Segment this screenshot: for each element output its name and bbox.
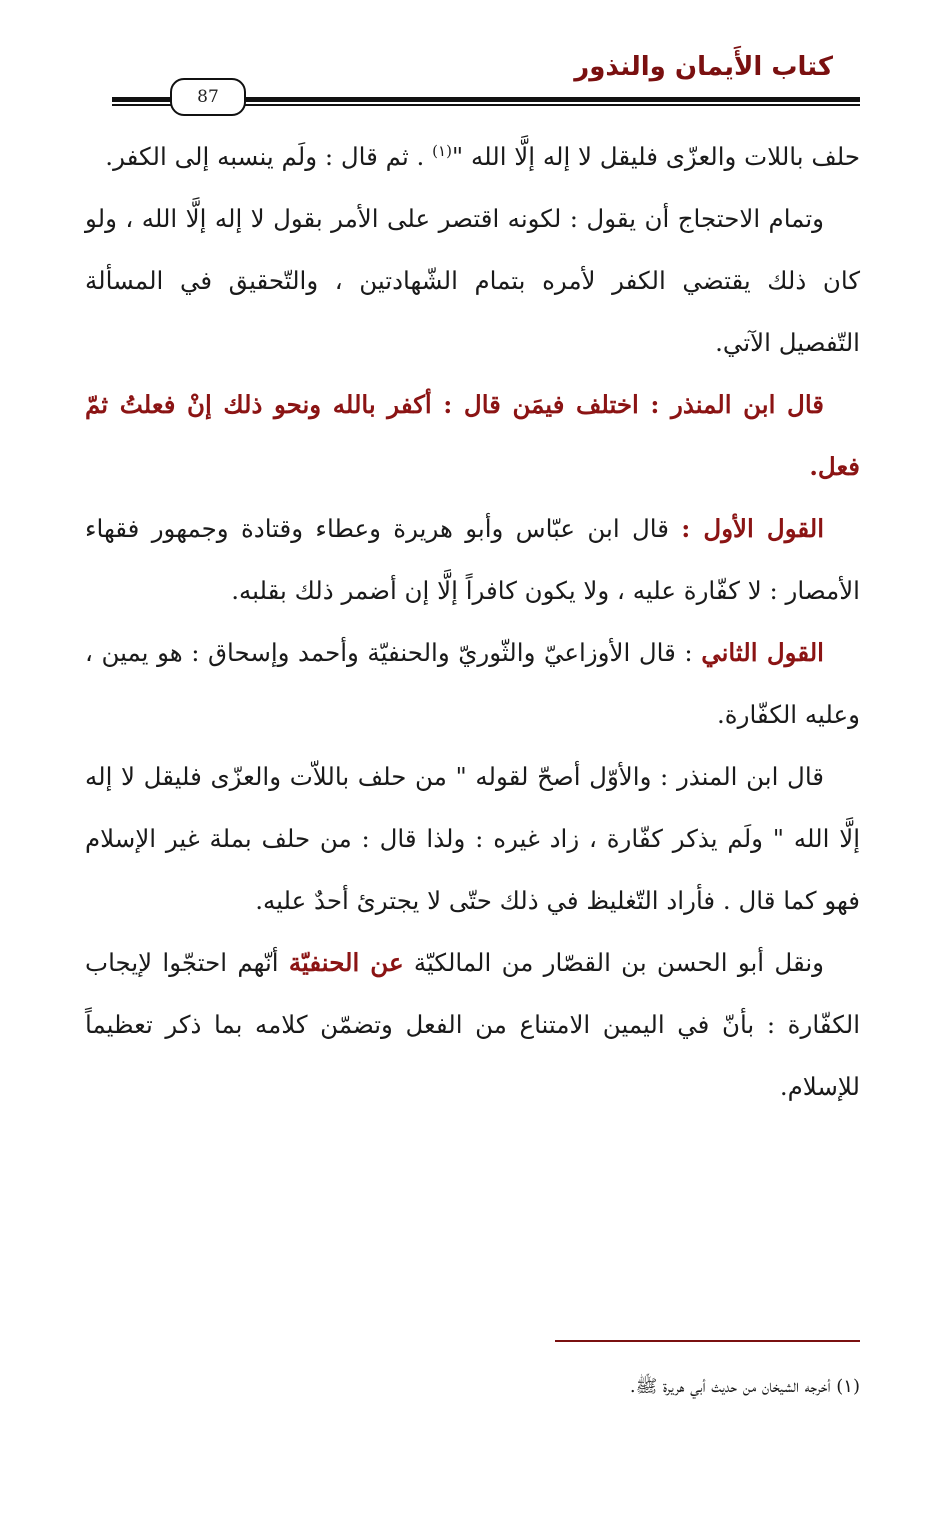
footnote: (١) أخرجه الشيخان من حديث أبي هريرة ﷺ.	[629, 1376, 860, 1397]
page-body	[85, 126, 860, 1118]
first-opinion-label: القول الأول :	[681, 514, 825, 543]
paragraph-5	[85, 622, 860, 746]
paragraph-6: قال ابن المنذر : والأوّل أصحّ لقوله " من حلف باللاّت والعزّى فليقل لا إله إلَّا الله " ولَم يذكر كفّارة ، زاد غيره : ولذا قال : من حلف بملة غير الإسلام فهو كما قال . فأراد التّغليظ في ذلك حتّى لا يجترئ أحدٌ عليه.	[85, 762, 860, 915]
paragraph-4	[85, 498, 860, 622]
paragraph-1	[85, 126, 860, 188]
paragraph-2: وتمام الاحتجاج أن يقول : لكونه اقتصر على الأمر بقول لا إله إلَّا الله ، ولو كان ذلك يقتضي الكفر لأمره بتمام الشّهادتين ، والتّحقيق في المسألة التّفصيل الآتي.	[85, 204, 860, 357]
book-title: كتاب الأَيمان والنذور	[574, 52, 833, 82]
paragraph-1-text: حلف باللات والعزّى فليقل لا إله إلَّا الله "	[451, 142, 860, 171]
second-opinion-label: القول الثاني	[701, 638, 824, 667]
paragraph-1-rest: . ثم قال : ولَم ينسبه إلى الكفر.	[105, 142, 433, 171]
page-number: 87	[170, 78, 246, 116]
paragraph-7-end: أنّهم احتجّوا لإيجاب الكفّارة : بأنّ في اليمين الامتناع من الفعل وتضمّن كلامه بما ذكر تعظيماً للإسلام.	[85, 948, 860, 1101]
footnote-ref[interactable]: (١)	[432, 141, 452, 160]
paragraph-7-start: ونقل أبو الحسن بن القصّار من المالكيّة	[403, 948, 824, 977]
paragraph-7	[85, 932, 860, 1118]
footnote-divider	[555, 1340, 860, 1342]
second-opinion-text: : قال الأوزاعيّ والثّوريّ والحنفيّة وأحمد وإسحاق : هو يمين ، وعليه الكفّارة.	[85, 638, 860, 729]
first-opinion-text: قال ابن عبّاس وأبو هريرة وعطاء وقتادة وجمهور فقهاء الأمصار : لا كفّارة عليه ، ولا يكون كافراً إلَّا إن أضمر ذلك بقلبه.	[85, 514, 860, 605]
paragraph-7-highlight: عن الحنفيّة	[288, 948, 404, 977]
paragraph-3-heading: قال ابن المنذر : اختلف فيمَن قال : أكفر بالله ونحو ذلك إنْ فعلتُ ثمّ فعل.	[85, 390, 860, 481]
